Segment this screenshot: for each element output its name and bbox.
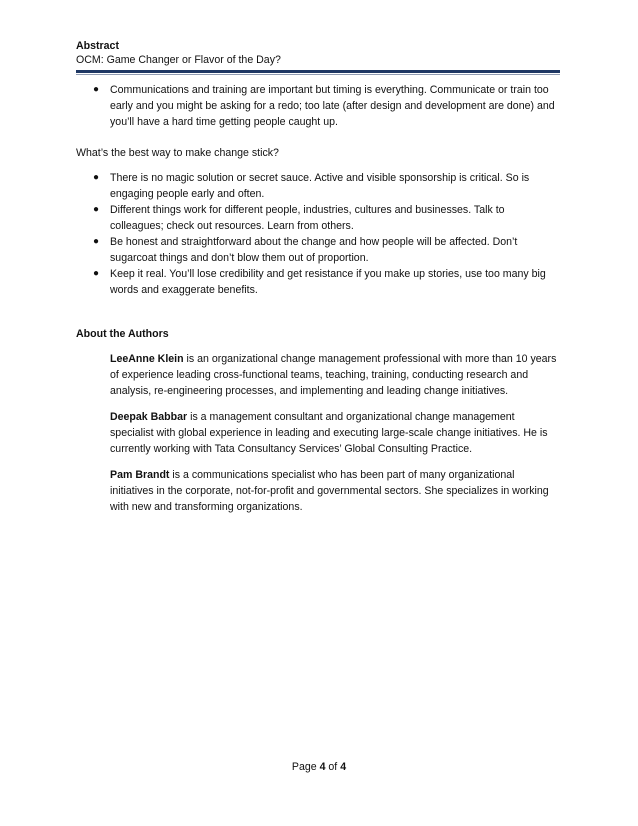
intro-bullet-list bbox=[76, 82, 560, 130]
stick-bullet-list bbox=[76, 170, 560, 298]
footer-page-total: 4 bbox=[340, 761, 347, 773]
page-body bbox=[76, 82, 560, 525]
bullet-icon: ● bbox=[93, 268, 100, 279]
list-item-text: Be honest and straightforward about the change and how people will be affected. Don’t sugarcoat things and don’t blow them out of proportion. bbox=[110, 236, 518, 264]
footer-page-number: 4 bbox=[319, 761, 326, 773]
bullet-icon: ● bbox=[93, 204, 100, 215]
list-item-text: Different things work for different people, industries, cultures and businesses. Talk to colleagues; check out resources. Learn from others. bbox=[110, 204, 505, 232]
author-name: Deepak Babbar bbox=[110, 411, 188, 423]
header-title: Abstract bbox=[76, 40, 119, 52]
list-item bbox=[76, 234, 560, 266]
footer-of-word: of bbox=[325, 761, 341, 773]
author-bio bbox=[76, 409, 560, 457]
list-item bbox=[76, 266, 560, 298]
bullet-icon: ● bbox=[93, 236, 100, 247]
header-divider-shadow bbox=[76, 74, 560, 75]
author-bio bbox=[76, 351, 560, 399]
author-bio bbox=[76, 467, 560, 515]
bullet-icon: ● bbox=[93, 84, 100, 95]
page-header bbox=[76, 39, 556, 67]
section-question: What’s the best way to make change stick? bbox=[76, 147, 279, 159]
list-item bbox=[76, 82, 560, 130]
list-item bbox=[76, 170, 560, 202]
bullet-icon: ● bbox=[93, 172, 100, 183]
list-item bbox=[76, 202, 560, 234]
page-footer bbox=[0, 761, 638, 773]
author-name: LeeAnne Klein bbox=[110, 353, 184, 365]
author-bio-text: is an organizational change management professional with more than 10 years of experience leading cross-functional teams, teaching, training, conducting research and analysis, re-engineering processes, and implementing and leading change initiatives. bbox=[110, 353, 557, 397]
author-name: Pam Brandt bbox=[110, 469, 170, 481]
header-subtitle: OCM: Game Changer or Flavor of the Day? bbox=[76, 54, 281, 66]
list-item-text: There is no magic solution or secret sauce. Active and visible sponsorship is critical. So is engaging people early and often. bbox=[110, 172, 530, 200]
list-item-text: Communications and training are important but timing is everything. Communicate or train too early and you might be asking for a redo; too late (after design and development are done) and you’ll have a hard time getting people caught up. bbox=[110, 84, 555, 128]
header-divider bbox=[76, 70, 560, 73]
authors-heading: About the Authors bbox=[76, 328, 169, 340]
author-bio-text: is a management consultant and organizational change management specialist with global experience in leading and executing large-scale change initiatives. He is currently working with Tata Consultancy Services’ Global Consulting Practice. bbox=[110, 411, 548, 455]
footer-page-word: Page bbox=[291, 761, 320, 773]
list-item-text: Keep it real. You’ll lose credibility and get resistance if you make up stories, use too many big words and exaggerate benefits. bbox=[110, 268, 546, 296]
author-bio-text: is a communications specialist who has been part of many organizational initiatives in the corporate, not-for-profit and governmental sectors. She specializes in working with new and transforming organizations. bbox=[110, 469, 549, 513]
